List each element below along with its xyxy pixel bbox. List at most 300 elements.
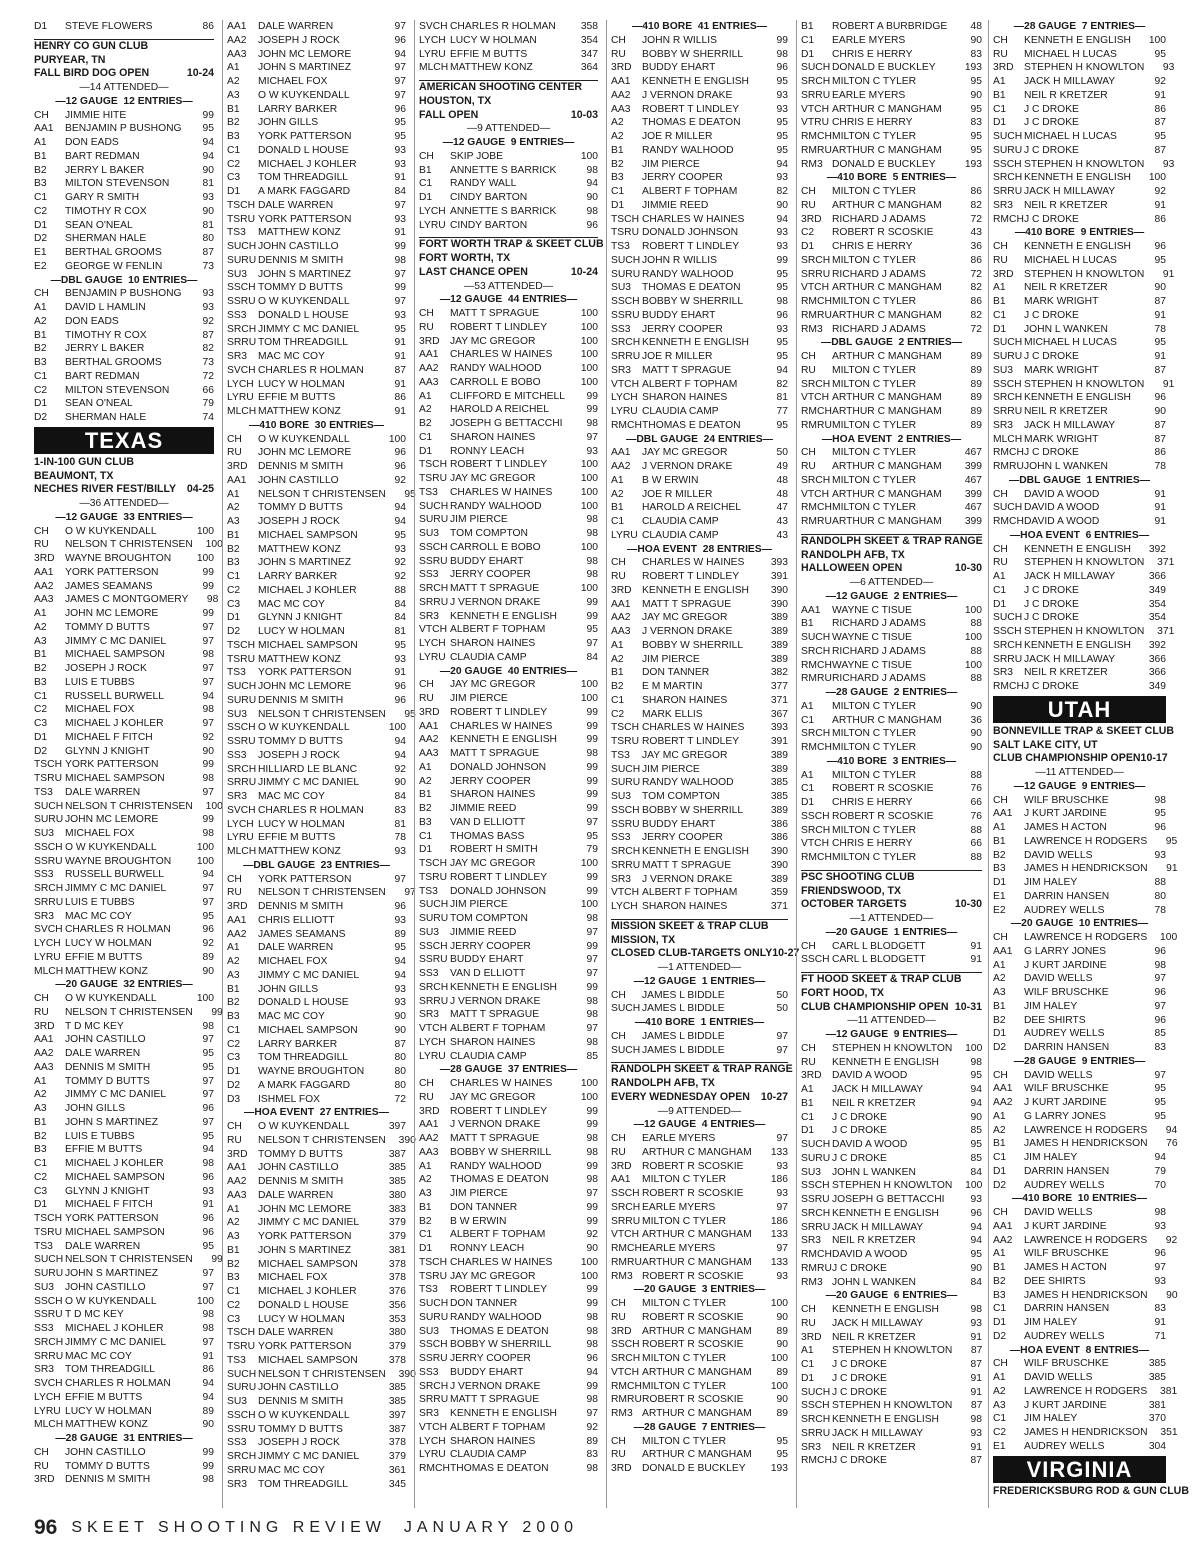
score: 100 <box>580 335 598 347</box>
shooter-name: G LARRY JONES <box>1024 945 1107 957</box>
result-row <box>419 678 598 692</box>
award-code: 3RD <box>227 901 248 912</box>
award-code: SRRU <box>34 896 64 908</box>
award-code: B1 <box>419 164 432 176</box>
score: 364 <box>580 62 598 74</box>
award-code: B1 <box>227 529 240 541</box>
score: 97 <box>202 1075 214 1087</box>
shooter-name: THOMAS BASS <box>450 830 525 842</box>
result-row <box>993 460 1166 474</box>
award-code: SRRU <box>419 1394 449 1406</box>
shooter-name: ROBERT R SCOSKIE <box>642 1311 744 1323</box>
shooter-name: ARTHUR C MANGHAM <box>832 103 942 115</box>
award-code: TSRU <box>419 871 448 883</box>
result-row <box>993 1096 1166 1110</box>
shooter-name: TOM COMPTON <box>450 913 528 924</box>
award-code: RU <box>419 1091 434 1103</box>
shooter-name: KENNETH E ENGLISH <box>450 734 557 746</box>
award-code: D2 <box>227 1079 241 1091</box>
score: 93 <box>394 543 406 555</box>
score: 95 <box>586 830 598 842</box>
award-code: SRCH <box>611 337 641 349</box>
award-code: AA1 <box>227 914 247 926</box>
shooter-name: JAMES SEAMANS <box>258 928 346 940</box>
award-code: D1 <box>801 48 815 60</box>
gauge-label: 410 BORE 9 ENTRIES <box>1025 227 1134 239</box>
result-row <box>801 837 982 851</box>
award-code: AA1 <box>227 474 247 486</box>
result-row <box>993 103 1166 117</box>
result-row <box>611 309 788 323</box>
shooter-name: JAY MC GREGOR <box>450 1091 536 1103</box>
score: 72 <box>970 213 982 225</box>
result-row <box>419 568 598 582</box>
gauge-label: 28 GAUGE 2 ENTRIES <box>835 687 947 698</box>
award-code: SSCH <box>34 1295 63 1307</box>
score: 95 <box>970 144 982 156</box>
score: 48 <box>970 21 982 32</box>
score: 354 <box>1148 612 1166 624</box>
result-row <box>34 1171 214 1185</box>
score: 92 <box>1154 186 1166 197</box>
shooter-name: MILTON C TYLER <box>832 76 917 87</box>
score: 91 <box>970 940 982 952</box>
score: 87 <box>1154 296 1166 307</box>
result-row <box>227 1038 406 1052</box>
shooter-name: MICHAEL SAMPSON <box>65 1226 165 1238</box>
shooter-name: JOE R MILLER <box>642 131 713 142</box>
shooter-name: JOSEPH J ROCK <box>65 663 147 674</box>
shooter-name: ROBERT R SCOSKIE <box>642 1394 744 1406</box>
result-row <box>993 405 1166 419</box>
result-row <box>611 776 788 790</box>
score: 94 <box>202 1391 214 1403</box>
result-row <box>993 584 1166 598</box>
result-row <box>611 598 788 612</box>
shooter-name: ARTHUR C MANGHAM <box>642 1325 752 1337</box>
shooter-name: HAROLD A REICHEL <box>450 404 549 416</box>
result-row <box>801 1221 982 1235</box>
score: 98 <box>394 254 406 266</box>
result-row <box>419 1338 598 1352</box>
result-row <box>611 281 788 295</box>
result-row <box>993 89 1166 103</box>
score: 389 <box>770 639 788 651</box>
shooter-name: MARK WRIGHT <box>1024 364 1099 376</box>
score: 98 <box>970 1414 982 1425</box>
shooter-name: ARTHUR C MANGHAM <box>642 1146 752 1158</box>
score: 66 <box>202 384 214 396</box>
shooter-name: NEIL R KRETZER <box>1024 199 1108 211</box>
shooter-name: MAC MC COY <box>258 791 325 802</box>
result-row <box>611 886 788 900</box>
award-code: SSCH <box>227 722 256 734</box>
result-row <box>419 1435 598 1449</box>
score: 98 <box>970 1056 982 1068</box>
score: 90 <box>1166 1289 1178 1301</box>
shooter-name: JERRY COOPER <box>450 775 531 787</box>
award-code: 3RD <box>34 1020 55 1032</box>
score: 77 <box>776 406 788 417</box>
score: 97 <box>394 21 406 32</box>
award-code: TSCH <box>419 459 448 471</box>
score: 371 <box>770 901 788 912</box>
score: 83 <box>586 1449 598 1461</box>
score: 94 <box>970 1221 982 1233</box>
shooter-name: MICHAEL J KOHLER <box>258 1286 357 1297</box>
shooter-name: JACK H MILLAWAY <box>832 1317 924 1329</box>
award-code: C2 <box>34 1171 48 1183</box>
result-row <box>227 996 406 1010</box>
result-row <box>227 1285 406 1299</box>
award-code: LYCH <box>611 901 638 912</box>
award-code: AA1 <box>34 1034 54 1046</box>
award-code: AA2 <box>34 1048 54 1059</box>
result-row <box>227 75 406 89</box>
shooter-name: CHARLES R HOLMAN <box>450 21 556 32</box>
shooter-name: JOHN CASTILLO <box>258 241 339 252</box>
award-code: D1 <box>993 1165 1007 1177</box>
result-row <box>801 75 982 89</box>
result-row <box>801 488 982 502</box>
score: 100 <box>580 459 598 471</box>
result-row <box>611 1407 788 1421</box>
shooter-name: HILLIARD LE BLANC <box>258 763 358 775</box>
result-row <box>993 680 1166 694</box>
score: 95 <box>776 131 788 142</box>
score: 93 <box>394 144 406 156</box>
score: 100 <box>580 679 598 691</box>
score: 88 <box>970 852 982 863</box>
shooter-name: JIMMY C MC DANIEL <box>258 1451 360 1462</box>
award-code: AA1 <box>993 808 1013 820</box>
result-row <box>419 582 598 596</box>
award-code: LYRU <box>419 651 446 663</box>
award-code: SUCH <box>227 1368 257 1380</box>
award-code: SR3 <box>801 1235 822 1247</box>
shooter-name: DAVID WELLS <box>1024 849 1093 861</box>
score: 86 <box>394 392 406 404</box>
award-code: SRRU <box>419 596 449 608</box>
attendance: — 9 ATTENDED — <box>466 123 551 135</box>
award-code: AA2 <box>611 612 631 624</box>
result-row <box>993 1110 1166 1124</box>
result-row <box>993 336 1166 350</box>
award-code: LYRU <box>227 832 254 844</box>
gauge-header: — DBL GAUGE 1 ENTRIES — <box>1008 474 1151 486</box>
award-code: TSRU <box>419 473 448 484</box>
gauge-header: — HOA EVENT 2 ENTRIES — <box>821 433 962 445</box>
shooter-name: EFFIE M BUTTS <box>65 951 143 963</box>
shooter-name: JIM HALEY <box>1024 1000 1078 1012</box>
score: 345 <box>388 1478 406 1490</box>
score: 81 <box>394 818 406 830</box>
result-row <box>419 1407 598 1421</box>
award-code: SURU <box>419 514 449 526</box>
score: 93 <box>586 445 598 457</box>
score: 393 <box>770 557 788 569</box>
result-row <box>34 525 214 539</box>
gauge-label: 20 GAUGE 6 ENTRIES <box>835 1290 947 1302</box>
score: 99 <box>211 1254 223 1266</box>
shooter-name: LUCY W HOLMAN <box>65 1405 152 1417</box>
shooter-name: KENNETH E ENGLISH <box>642 76 749 87</box>
award-code: D1 <box>993 117 1007 129</box>
award-code: AA3 <box>34 594 54 606</box>
score: 88 <box>970 673 982 685</box>
shooter-name: NELSON T CHRISTENSEN <box>258 1368 386 1380</box>
score: 95 <box>202 910 214 922</box>
results-column <box>796 20 986 1508</box>
award-code: B1 <box>801 618 814 630</box>
club-info: HOUSTON, TX <box>419 94 492 107</box>
result-row <box>227 391 406 405</box>
score: 82 <box>970 309 982 321</box>
score: 97 <box>1154 1069 1166 1081</box>
score: 94 <box>776 364 788 376</box>
shooter-name: THOMAS E DEATON <box>450 1325 549 1337</box>
score: 81 <box>202 178 214 190</box>
award-code: SVCH <box>227 804 256 816</box>
score: 96 <box>394 34 406 46</box>
score: 93 <box>394 653 406 665</box>
score: 399 <box>964 488 982 500</box>
result-row <box>419 541 598 555</box>
shooter-name: NELSON T CHRISTENSEN <box>65 539 193 551</box>
result-row <box>993 185 1166 199</box>
score: 82 <box>202 343 214 355</box>
result-row <box>34 621 214 635</box>
award-code: A3 <box>227 516 240 527</box>
score: 193 <box>964 62 982 74</box>
shooter-name: CARROLL E BOBO <box>450 541 541 553</box>
score: 98 <box>586 995 598 1007</box>
result-row <box>227 804 406 818</box>
score: 91 <box>1154 199 1166 211</box>
score: 83 <box>1154 1042 1166 1053</box>
award-code: CH <box>34 288 49 300</box>
award-code: 3RD <box>801 1070 822 1082</box>
result-row <box>419 1270 598 1284</box>
shooter-name: BERTHAL GROOMS <box>65 247 162 258</box>
award-code: 3RD <box>993 268 1014 280</box>
award-code: AA2 <box>419 1133 439 1144</box>
score: 91 <box>1166 863 1178 875</box>
result-row <box>227 1436 406 1450</box>
award-code: CH <box>993 241 1008 252</box>
gauge-header: — DBL GAUGE 23 ENTRIES — <box>243 859 390 871</box>
award-code: B2 <box>227 117 240 129</box>
result-row <box>611 845 788 859</box>
shooter-name: DAVID A WOOD <box>832 1139 908 1150</box>
result-row <box>34 717 214 731</box>
award-code: RU <box>801 1317 816 1329</box>
result-row <box>227 1258 406 1272</box>
award-code: A1 <box>993 1372 1006 1383</box>
award-code: SVCH <box>419 21 448 32</box>
result-row <box>227 666 406 680</box>
result-row <box>993 1124 1178 1138</box>
award-code: SS3 <box>34 869 54 881</box>
result-row <box>34 384 214 398</box>
result-row <box>419 527 598 541</box>
result-row <box>227 983 406 997</box>
shooter-name: MATT T SPRAGUE <box>642 598 732 610</box>
award-code: A2 <box>611 117 624 129</box>
score: 96 <box>970 1207 982 1219</box>
shooter-name: NEIL R KRETZER <box>1024 667 1108 679</box>
result-row <box>801 254 982 268</box>
score: 100 <box>580 583 598 594</box>
award-code: C1 <box>419 431 433 443</box>
shooter-name: CLAUDIA CAMP <box>642 406 719 417</box>
shooter-name: J VERNON DRAKE <box>642 626 733 637</box>
result-row <box>419 1215 598 1229</box>
result-row <box>34 1157 214 1171</box>
award-code: AA1 <box>611 76 631 87</box>
result-row <box>611 1325 788 1339</box>
result-row <box>611 364 788 378</box>
award-code: TSCH <box>227 1327 256 1339</box>
result-row <box>801 810 982 824</box>
result-row <box>801 130 982 144</box>
score: 98 <box>202 1309 214 1321</box>
score: 84 <box>394 791 406 802</box>
score: 93 <box>970 1194 982 1205</box>
score: 99 <box>586 1215 598 1227</box>
score: 90 <box>202 164 214 176</box>
score: 87 <box>202 247 214 258</box>
award-code: B2 <box>227 1258 240 1270</box>
award-code: A3 <box>34 635 47 647</box>
shooter-name: JACK H MILLAWAY <box>832 1427 924 1439</box>
score: 353 <box>388 1313 406 1325</box>
score: 80 <box>394 1066 406 1077</box>
score: 100 <box>580 1270 598 1282</box>
result-row <box>611 1242 788 1256</box>
shooter-name: MICHAEL F FITCH <box>65 731 153 743</box>
score: 73 <box>202 357 214 368</box>
award-code: B3 <box>227 1011 240 1022</box>
shooter-name: ROBERT R SCOSKIE <box>832 783 934 795</box>
score: 92 <box>394 763 406 775</box>
result-row <box>611 75 788 89</box>
award-code: B3 <box>419 816 432 828</box>
award-code: AA3 <box>34 1061 54 1073</box>
result-row <box>611 515 788 529</box>
shooter-name: MICHAEL SAMPSON <box>258 1354 358 1366</box>
gauge-label: 20 GAUGE 10 ENTRIES <box>1021 918 1138 930</box>
score: 85 <box>970 1152 982 1164</box>
score: 88 <box>970 769 982 781</box>
score: 391 <box>770 571 788 582</box>
award-code: TSRU <box>34 773 63 784</box>
result-row <box>227 89 406 103</box>
club-info: MISSION, TX <box>611 933 676 946</box>
shooter-name: MATTHEW KONZ <box>65 965 148 977</box>
shooter-name: ROBERT T LINDLEY <box>450 321 548 333</box>
award-code: B3 <box>34 676 47 688</box>
score: 351 <box>1160 1427 1178 1438</box>
shooter-name: DEE SHIRTS <box>1024 1014 1086 1026</box>
result-row <box>34 1020 214 1034</box>
result-row <box>611 900 788 914</box>
shooter-name: YORK PATTERSON <box>65 566 159 578</box>
score: 99 <box>586 981 598 993</box>
score: 86 <box>970 254 982 266</box>
score: 97 <box>404 887 416 899</box>
result-row <box>419 692 598 706</box>
gauge-label: 410 BORE 5 ENTRIES <box>837 172 946 184</box>
score: 379 <box>388 1217 406 1229</box>
shooter-name: MICHAEL SAMPSON <box>258 1258 358 1270</box>
result-row <box>419 651 598 665</box>
shooter-name: MILTON C TYLER <box>832 824 917 836</box>
result-row <box>34 827 214 841</box>
award-code: D1 <box>34 1199 48 1211</box>
result-row <box>419 431 598 445</box>
score: 98 <box>1154 959 1166 971</box>
shooter-name: J VERNON DRAKE <box>450 995 541 1007</box>
award-code: SRCH <box>611 1353 641 1364</box>
result-row <box>611 268 788 282</box>
result-row <box>34 882 214 896</box>
result-row <box>801 1372 982 1386</box>
shooter-name: STEPHEN H KNOWLTON <box>1024 268 1145 280</box>
result-row <box>611 1228 788 1242</box>
result-row <box>419 1462 598 1476</box>
shooter-name: SHARON HAINES <box>642 392 728 404</box>
score: 95 <box>776 144 788 156</box>
shooter-name: EARLE MYERS <box>832 89 906 101</box>
result-row <box>993 501 1166 515</box>
score: 87 <box>1154 364 1166 376</box>
score: 392 <box>1148 639 1166 651</box>
award-code: SRCH <box>419 981 449 993</box>
award-code: SU3 <box>611 282 632 294</box>
award-code: SU3 <box>227 1396 248 1407</box>
result-row <box>34 356 214 370</box>
result-row <box>419 610 598 624</box>
shooter-name: TOMMY D BUTTS <box>258 282 343 294</box>
shooter-name: TIMOTHY R COX <box>65 205 147 217</box>
result-row <box>419 1325 598 1339</box>
result-row <box>801 446 982 460</box>
score: 95 <box>776 337 788 349</box>
result-row <box>611 859 788 873</box>
event-name: FALL BIRD DOG OPEN <box>34 67 150 80</box>
shooter-name: J VERNON DRAKE <box>450 1119 541 1131</box>
result-row <box>227 1368 416 1382</box>
event-line <box>801 1001 982 1015</box>
award-code: C1 <box>801 714 815 726</box>
award-code: LYRU <box>611 529 638 541</box>
score: 98 <box>586 913 598 924</box>
score: 97 <box>202 1336 214 1348</box>
shooter-name: GLYNN J KNIGHT <box>65 1185 150 1197</box>
shooter-name: SHARON HAINES <box>450 1036 536 1048</box>
award-code: TSRU <box>227 1341 256 1352</box>
award-code: SSCH <box>801 954 830 966</box>
score: 370 <box>1148 1413 1166 1425</box>
result-row <box>801 1262 982 1276</box>
gauge-header: — 410 BORE 10 ENTRIES — <box>1011 1193 1148 1205</box>
shooter-name: ALBERT F TOPHAM <box>450 1229 546 1241</box>
shooter-name: LUCY W HOLMAN <box>258 1313 345 1325</box>
shooter-name: JIM HALEY <box>1024 1413 1078 1425</box>
shooter-name: ROBERT R SCOSKIE <box>832 810 934 822</box>
shooter-name: JOHN CASTILLO <box>65 1446 146 1458</box>
